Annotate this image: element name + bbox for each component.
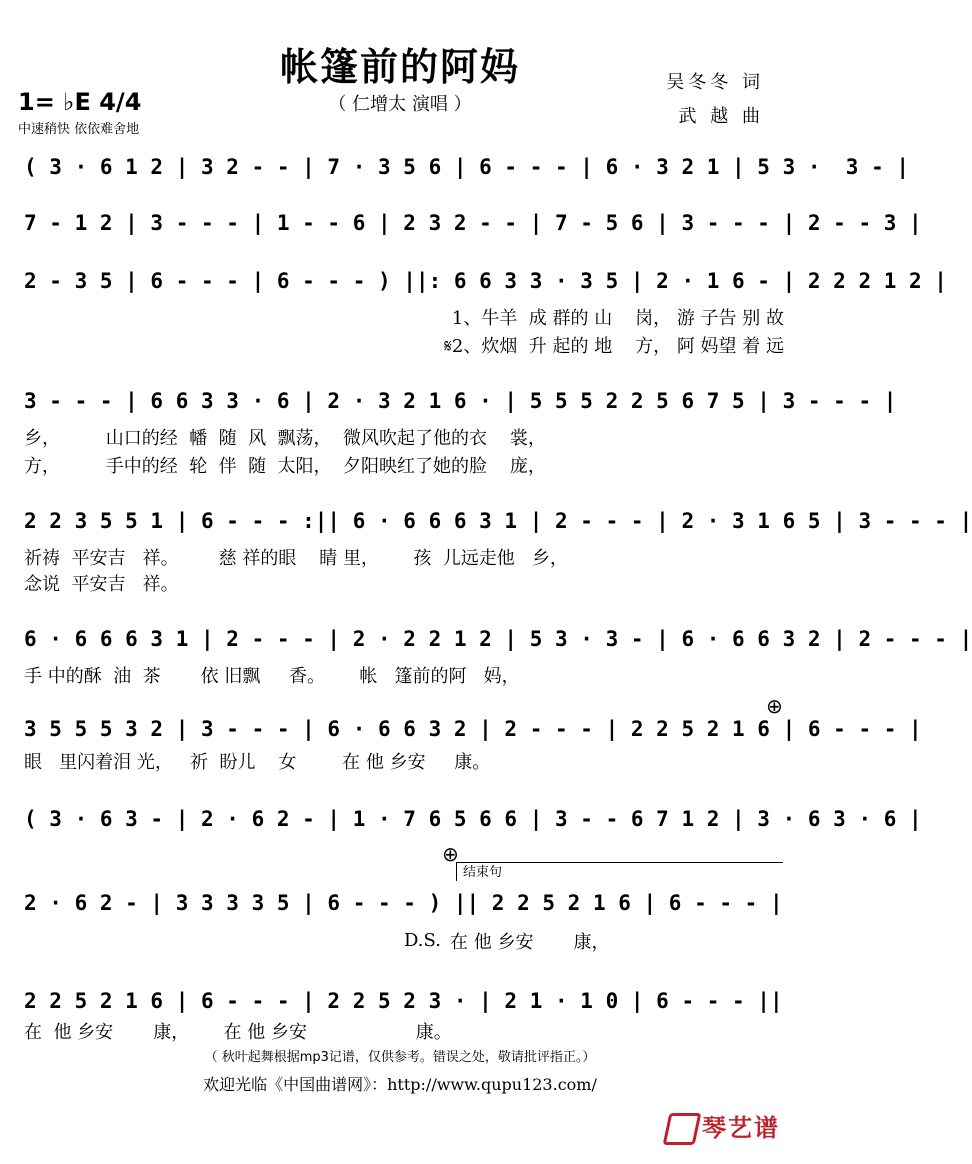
lyric-line-g: 在 他 乡安 康， 在 他 乡安 康。 xyxy=(24,1022,452,1043)
music-line-1: ( 3 · 6 1 2 | 3 2 - - | 7 · 3 5 6 | 6 - - - | 6 · 3 2 1 | 5 3 · 3 - | xyxy=(24,155,910,179)
music-line-9: 2 · 6 2 - | 3 3 3 3 5 | 6 - - - ) || 2 2 5 2 1 6 | 6 - - - | xyxy=(24,891,783,915)
music-line-4: 3 - - - | 6 6 3 3 · 6 | 2 · 3 2 1 6 · | 5 5 5 2 2 5 6 7 5 | 3 - - - | xyxy=(24,389,897,413)
lyric-line-verse1-c: 祈祷 平安吉 祥。 慈 祥的眼 睛 里， 孩 儿远走他 乡， xyxy=(24,548,568,569)
music-line-3: 2 - 3 5 | 6 - - - | 6 - - - ) ||: 6 6 3 3 · 3 5 | 2 · 1 6 - | 2 2 2 1 2 | xyxy=(24,269,947,293)
logo xyxy=(666,1108,780,1145)
lyric-line-verse2-b: 方， 手中的经 轮 伴 随 太阳， 夕阳映红了她的脸 庞， xyxy=(24,456,546,477)
coda-icon-2: ⊕ xyxy=(442,842,459,866)
page-title: 帐篷前的阿妈 xyxy=(279,45,520,89)
lyric-line-d: 手 中的酥 油 茶 依 旧飘 香。 帐 篷前的阿 妈， xyxy=(24,666,520,687)
music-line-10: 2 2 5 2 1 6 | 6 - - - | 2 2 5 2 3 · | 2 1 · 1 0 | 6 - - - || xyxy=(24,989,783,1013)
music-line-6: 6 · 6 6 6 3 1 | 2 - - - | 2 · 2 2 1 2 | 5 3 · 3 - | 6 · 6 6 3 2 | 2 - - - | xyxy=(24,627,972,651)
logo-icon xyxy=(663,1113,702,1145)
music-line-8: ( 3 · 6 3 - | 2 · 6 2 - | 1 · 7 6 5 6 6 | 3 - - 6 7 1 2 | 3 · 6 3 · 6 | xyxy=(24,807,922,831)
logo-text: 琴艺谱 xyxy=(702,1114,780,1142)
ds-marking: D.S. xyxy=(404,930,441,951)
lyric-line-verse1-a: 1、牛羊 成 群的 山 岗， 游 子告 别 故 xyxy=(451,308,784,329)
lyric-line-e: 眼 里闪着泪 光， 祈 盼儿 女 在 他 乡安 康。 xyxy=(24,752,491,773)
music-line-5: 2 2 3 5 5 1 | 6 - - - :|| 6 · 6 6 6 3 1 | 2 - - - | 2 · 3 1 6 5 | 3 - - - | xyxy=(24,509,972,533)
site-credit: 欢迎光临《中国曲谱网》：http://www.qupu123.com/ xyxy=(203,1075,597,1094)
lyric-line-verse1-b: 乡， 山口的经 幡 随 风 飘荡， 微风吹起了他的衣 裳， xyxy=(24,428,546,449)
singer-credit: （ 仁增太 演唱 ） xyxy=(328,94,472,115)
coda-label: 结束句 xyxy=(456,862,783,881)
lyric-line-f: 在 他 乡安 康， xyxy=(450,932,610,953)
music-line-7: 3 5 5 5 3 2 | 3 - - - | 6 · 6 6 3 2 | 2 - - - | 2 2 5 2 1 6 | 6 - - - | xyxy=(24,717,922,741)
tempo-marking: 中速稍快 依依难舍地 xyxy=(18,122,140,137)
lyricist-credit: 吴冬冬 词 xyxy=(666,72,764,93)
lyric-line-verse2-c: 念说 平安吉 祥。 xyxy=(24,574,179,595)
transcriber-note: （ 秋叶起舞根据mp3记谱，仅供参考。错误之处，敬请批评指正。） xyxy=(204,1050,596,1065)
music-line-2: 7 - 1 2 | 3 - - - | 1 - - 6 | 2 3 2 - - | 7 - 5 6 | 3 - - - | 2 - - 3 | xyxy=(24,211,922,235)
composer-credit: 武 越 曲 xyxy=(678,106,764,127)
coda-icon: ⊕ xyxy=(766,694,783,718)
key-signature: 1= ♭E 4/4 xyxy=(18,88,142,116)
lyric-line-verse2-a: 𝄋2、炊烟 升 起的 地 方， 阿 妈望 着 远 xyxy=(444,336,784,357)
